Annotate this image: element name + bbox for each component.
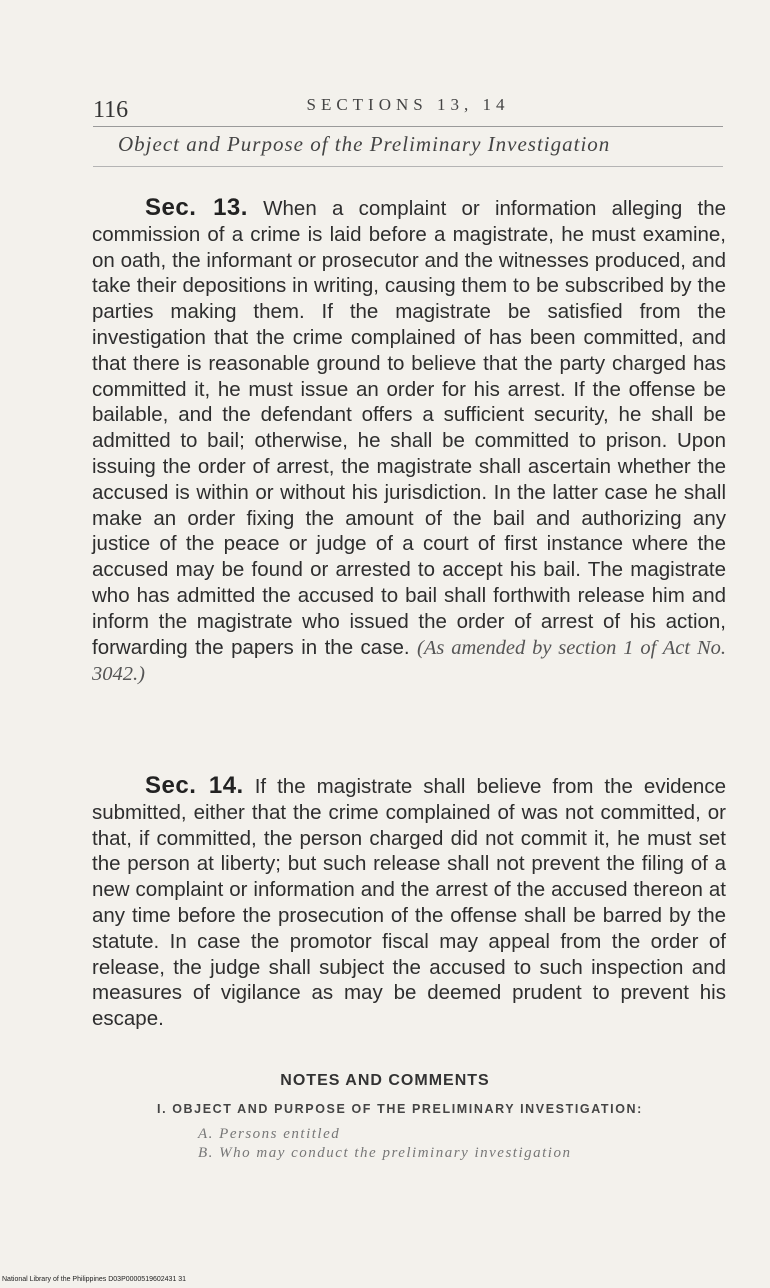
header-rule-bottom: [93, 166, 723, 167]
header-rule-top: [93, 126, 723, 127]
page-number: 116: [93, 97, 129, 123]
notes-heading: NOTES AND COMMENTS: [280, 1072, 490, 1089]
page-subtitle: Object and Purpose of the Preliminary Investigation: [118, 132, 611, 156]
section-13-amendment-note: (As amended by section 1 of Act No. 3042.): [92, 636, 727, 686]
section-14-paragraph: [92, 773, 726, 1032]
section-14-text: If the magistrate shall believe from the evidence submitted, either that the crime complained of was not committed, or that, if committed, the person charged did not commit it, he must set the person at liberty; but such release shall not prevent the filing of a new complaint or information and the arrest of the accused thereon at any time before the prosecution of the offense shall be barred by the statute. In case the promotor fiscal may appeal from the order of release, the judge shall subject the accused to such inspection and measures of vigilance as may be deemed prudent to prevent his escape.: [92, 775, 726, 1031]
section-14-label: Sec. 14.: [145, 772, 244, 799]
outline-sub-item: A. Persons entitled: [198, 1126, 341, 1142]
outline-sub-item: B. Who may conduct the preliminary investigation: [198, 1145, 572, 1161]
outline-main-item: I. OBJECT AND PURPOSE OF THE PRELIMINARY INVESTIGATION:: [157, 1102, 643, 1116]
section-13-label: Sec. 13.: [145, 194, 248, 221]
running-head: SECTIONS 13, 14: [306, 95, 510, 114]
scan-credit-footer: National Library of the Philippines D03P0000519602431 31: [2, 1276, 187, 1283]
page-header: [93, 95, 723, 129]
section-13-paragraph: [92, 195, 726, 688]
section-13-text: When a complaint or information alleging the commission of a crime is laid before a magistrate, he must examine, on oath, the informant or prosecutor and the witnesses produced, and take their depositions in writing, causing them to be subscribed by the parties making them. If the magistrate be satisfied from the investigation that the crime complained of has been committed, and that there is reasonable ground to believe that the party charged has committed it, he must issue an order for his arrest. If the offense be bailable, and the defendant offers a sufficient security, he shall be admitted to bail; otherwise, he shall be committed to prison. Upon issuing the order of arrest, the magistrate shall ascertain whether the accused is within or without his jurisdiction. In the latter case he shall make an order fixing the amount of the bail and authorizing any justice of the peace or judge of a court of first instance where the accused may be found or arrested to accept his bail. The magistrate who has admitted the accused to bail shall forthwith release him and inform the magistrate who issued the order of arrest of his action, forwarding the papers in the case.: [92, 197, 727, 659]
